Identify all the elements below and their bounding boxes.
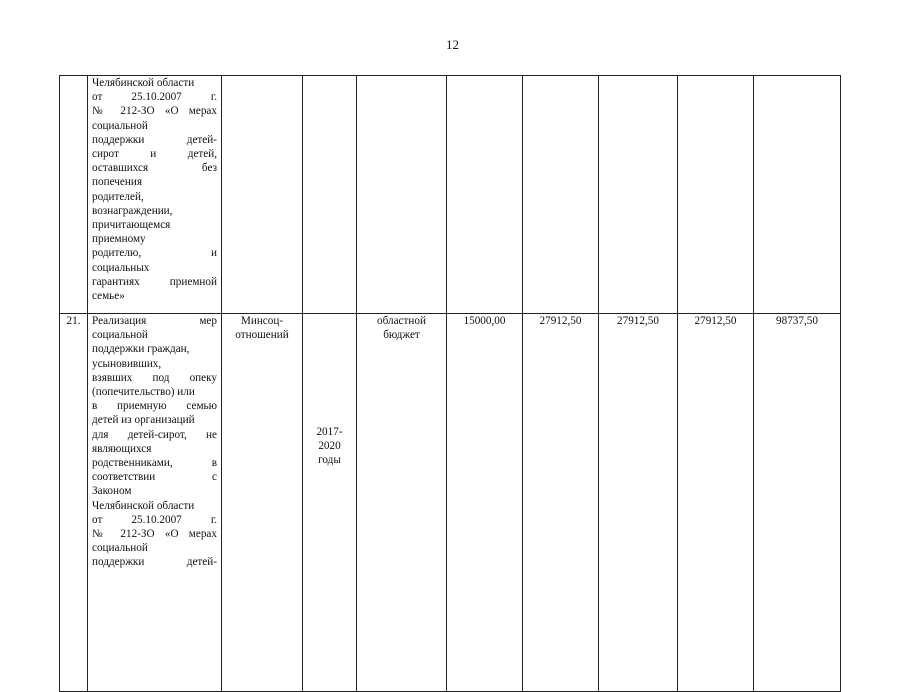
description-line: поддержки граждан, bbox=[92, 343, 190, 356]
source-line: бюджет bbox=[383, 329, 420, 342]
executor-cell bbox=[222, 76, 303, 314]
description-line: социальной bbox=[92, 542, 148, 555]
description-line: гарантиях приемной bbox=[92, 275, 217, 288]
description-line: от 25.10.2007 г. bbox=[92, 91, 217, 104]
description-line: родителей, bbox=[92, 190, 144, 203]
period-cell bbox=[303, 76, 357, 314]
table-row bbox=[60, 314, 841, 692]
description-line: поддержки детей- bbox=[92, 133, 217, 146]
period-line: 2017- bbox=[316, 426, 343, 438]
description-line: социальной bbox=[92, 329, 148, 342]
description-line: для детей-сирот, не bbox=[92, 428, 217, 441]
description-line: № 212-ЗО «О мерах bbox=[92, 528, 217, 541]
value-cell bbox=[678, 76, 754, 314]
page-number: 12 bbox=[446, 37, 459, 52]
description-line: оставшихся без bbox=[92, 162, 217, 175]
row-number-cell: 21. bbox=[60, 314, 88, 692]
budget-table bbox=[59, 75, 841, 692]
value-cell bbox=[447, 76, 523, 314]
value-cell: 27912,50 bbox=[523, 314, 599, 692]
description-line: вознаграждении, bbox=[92, 204, 173, 217]
description-line: усыновивших, bbox=[92, 357, 162, 370]
description-line: № 212-ЗО «О мерах bbox=[92, 105, 217, 118]
description-line: приемному bbox=[92, 233, 146, 246]
value-cell: 15000,00 bbox=[447, 314, 523, 692]
description-line: соответствии с bbox=[92, 471, 217, 484]
value-cell bbox=[523, 76, 599, 314]
description-line: социальных bbox=[92, 261, 150, 274]
description-line: являющихся bbox=[92, 442, 152, 455]
executor-cell bbox=[222, 314, 303, 692]
period-cell bbox=[303, 314, 357, 692]
description-line: попечения bbox=[92, 176, 142, 189]
executor-line: отношений bbox=[235, 329, 289, 342]
description-line: детей из организаций bbox=[92, 414, 195, 427]
source-cell bbox=[357, 76, 447, 314]
description-line: родственниками, в bbox=[92, 457, 217, 470]
row-number-cell bbox=[60, 76, 88, 314]
description-line: взявших под опеку bbox=[92, 371, 217, 384]
description-line: Челябинской области bbox=[92, 499, 195, 512]
source-cell bbox=[357, 314, 447, 692]
measure-description-cell bbox=[88, 76, 222, 314]
description-line: Законом bbox=[92, 485, 132, 498]
source-line: областной bbox=[377, 315, 426, 327]
description-line: семье» bbox=[92, 290, 125, 303]
description-line: социальной bbox=[92, 119, 148, 132]
total-cell bbox=[754, 76, 841, 314]
description-line: сирот и детей, bbox=[92, 148, 217, 161]
description-line: от 25.10.2007 г. bbox=[92, 513, 217, 526]
description-line: Челябинской области bbox=[92, 77, 195, 89]
period-line: годы bbox=[318, 454, 341, 467]
measure-description-cell bbox=[88, 314, 222, 692]
description-line: Реализация мер bbox=[92, 315, 217, 327]
value-cell bbox=[599, 76, 678, 314]
description-line: в приемную семью bbox=[92, 400, 217, 413]
total-cell: 98737,50 bbox=[754, 314, 841, 692]
description-line: поддержки детей- bbox=[92, 556, 217, 569]
table-row bbox=[60, 76, 841, 314]
description-line: причитающемся bbox=[92, 219, 171, 232]
value-cell: 27912,50 bbox=[599, 314, 678, 692]
period-line: 2020 bbox=[318, 440, 341, 453]
description-line: (попечительство) или bbox=[92, 386, 195, 399]
value-cell: 27912,50 bbox=[678, 314, 754, 692]
executor-line: Минсоц- bbox=[240, 315, 284, 327]
description-line: родителю, и bbox=[92, 247, 217, 260]
